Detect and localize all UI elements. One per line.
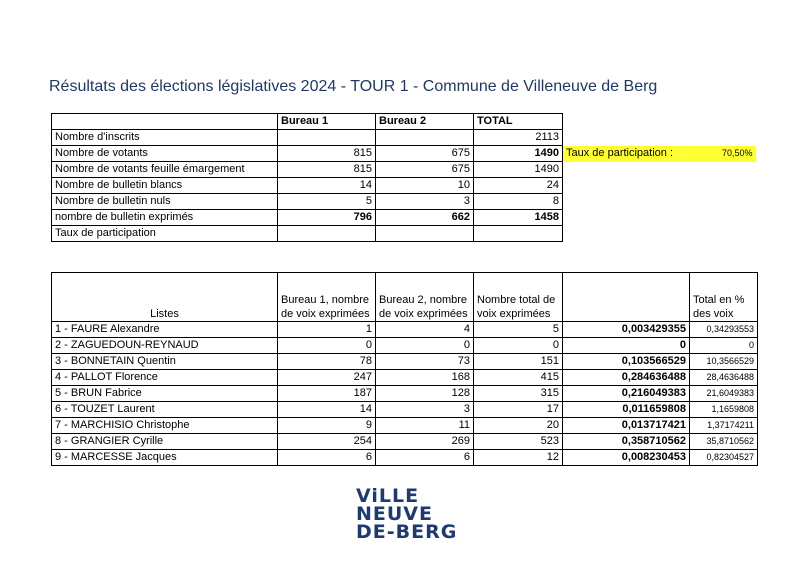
cell-bureau2: 662 [376,210,474,226]
table-row [52,386,758,402]
list-name: 9 - MARCESSE Jacques [52,450,278,466]
cell-total: 1490 [474,146,563,162]
cell-bureau1: 815 [278,146,376,162]
row-label: Taux de participation [52,226,278,242]
table-row [52,354,758,370]
cell-bureau2: 3 [376,194,474,210]
table-row [52,178,756,194]
cell-total: 17 [474,402,563,418]
summary-header-bureau2: Bureau 2 [376,114,474,130]
cell-bureau1: 254 [278,434,376,450]
table-row [52,402,758,418]
table-row [52,450,758,466]
cell-bureau1: 0 [278,338,376,354]
cell-bureau2: 10 [376,178,474,194]
cell-bureau1: 247 [278,370,376,386]
cell-total: 12 [474,450,563,466]
lists-header-pct: Total en % des voix [690,273,758,322]
cell-bureau2: 675 [376,146,474,162]
list-name: 1 - FAURE Alexandre [52,322,278,338]
table-row [52,370,758,386]
table-row [52,434,758,450]
cell-bureau2 [376,226,474,242]
cell-ratio: 0,008230453 [563,450,690,466]
table-row [52,146,756,162]
cell-bureau1: 1 [278,322,376,338]
cell-bureau2: 3 [376,402,474,418]
summary-header-total: TOTAL [474,114,563,130]
cell-bureau1: 78 [278,354,376,370]
cell-pct: 1,37174211 [690,418,758,434]
cell-bureau1: 187 [278,386,376,402]
cell-bureau2: 675 [376,162,474,178]
cell-bureau1: 6 [278,450,376,466]
list-name: 4 - PALLOT Florence [52,370,278,386]
logo-line-2: NEUVE [356,503,433,525]
cell-bureau1: 14 [278,402,376,418]
cell-bureau1: 9 [278,418,376,434]
row-label: Nombre de votants [52,146,278,162]
cell-pct: 1,1659808 [690,402,758,418]
cell-pct: 28,4636488 [690,370,758,386]
lists-header-row [52,273,758,322]
list-name: 5 - BRUN Fabrice [52,386,278,402]
cell-total: 8 [474,194,563,210]
cell-pct: 0 [690,338,758,354]
logo-line-3: DE-BERG [356,521,458,543]
list-name: 3 - BONNETAIN Quentin [52,354,278,370]
row-label: Nombre de bulletin nuls [52,194,278,210]
cell-pct: 0,34293553 [690,322,758,338]
page-title: Résultats des élections législatives 2024 - TOUR 1 - Commune de Villeneuve de Berg [49,78,658,95]
participation-label: Taux de participation : [563,146,686,162]
lists-table [51,272,758,466]
cell-bureau1: 815 [278,162,376,178]
lists-header-listes: Listes [52,273,278,322]
summary-header-bureau1: Bureau 1 [278,114,376,130]
summary-table [51,113,756,242]
cell-bureau1: 5 [278,194,376,210]
cell-pct: 0,82304527 [690,450,758,466]
table-row [52,130,756,146]
cell-total: 20 [474,418,563,434]
cell-pct: 21,6049383 [690,386,758,402]
lists-header-ratio [563,273,690,322]
row-label: Nombre de votants feuille émargement [52,162,278,178]
cell-bureau2 [376,130,474,146]
cell-total: 1490 [474,162,563,178]
lists-header-bureau2: Bureau 2, nombre de voix exprimées [376,273,474,322]
cell-pct: 10,3566529 [690,354,758,370]
cell-bureau1 [278,130,376,146]
row-label: Nombre d'inscrits [52,130,278,146]
table-row [52,194,756,210]
cell-ratio: 0,358710562 [563,434,690,450]
cell-ratio: 0 [563,338,690,354]
table-row [52,338,758,354]
table-row [52,418,758,434]
cell-ratio: 0,011659808 [563,402,690,418]
cell-total: 24 [474,178,563,194]
cell-bureau2: 73 [376,354,474,370]
cell-total: 1458 [474,210,563,226]
cell-ratio: 0,284636488 [563,370,690,386]
list-name: 2 - ZAGUEDOUN-REYNAUD [52,338,278,354]
cell-bureau1 [278,226,376,242]
cell-bureau2: 4 [376,322,474,338]
cell-bureau2: 128 [376,386,474,402]
cell-ratio: 0,013717421 [563,418,690,434]
list-name: 6 - TOUZET Laurent [52,402,278,418]
row-label: nombre de bulletin exprimés [52,210,278,226]
summary-header-empty [52,114,278,130]
table-row [52,210,756,226]
cell-pct: 35,8710562 [690,434,758,450]
participation-value: 70,50% [686,146,756,162]
lists-header-total: Nombre total de voix exprimées [474,273,563,322]
cell-bureau2: 168 [376,370,474,386]
cell-total: 415 [474,370,563,386]
cell-total: 5 [474,322,563,338]
cell-total: 523 [474,434,563,450]
cell-total: 2113 [474,130,563,146]
cell-bureau1: 14 [278,178,376,194]
cell-bureau2: 6 [376,450,474,466]
cell-total: 0 [474,338,563,354]
cell-bureau2: 269 [376,434,474,450]
cell-ratio: 0,216049383 [563,386,690,402]
list-name: 7 - MARCHISIO Christophe [52,418,278,434]
row-label: Nombre de bulletin blancs [52,178,278,194]
cell-total: 151 [474,354,563,370]
table-row [52,226,756,242]
logo-line-1: ViLLE [356,485,420,507]
cell-ratio: 0,103566529 [563,354,690,370]
lists-header-bureau1: Bureau 1, nombre de voix exprimées [278,273,376,322]
table-row [52,162,756,178]
cell-total [474,226,563,242]
cell-ratio: 0,003429355 [563,322,690,338]
villeneuve-de-berg-logo [356,485,458,543]
table-row [52,322,758,338]
summary-header-row [52,114,756,130]
list-name: 8 - GRANGIER Cyrille [52,434,278,450]
cell-bureau2: 0 [376,338,474,354]
cell-total: 315 [474,386,563,402]
cell-bureau2: 11 [376,418,474,434]
cell-bureau1: 796 [278,210,376,226]
